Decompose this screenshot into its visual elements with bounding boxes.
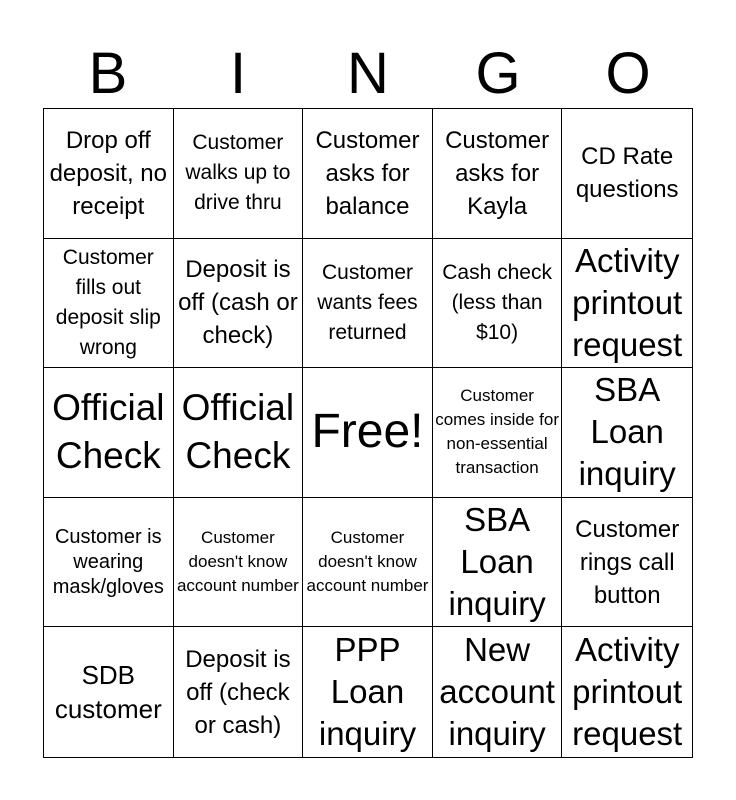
cell-text: CD Rate questions	[575, 143, 679, 204]
cell-text: SBA Loan inquiry	[578, 371, 676, 493]
bingo-cell[interactable]	[174, 368, 304, 498]
cell-text: Official Check	[181, 387, 295, 477]
bingo-cell[interactable]	[562, 368, 692, 498]
bingo-cell[interactable]	[433, 627, 563, 757]
cell-text: Customer fills out deposit slip wrong	[55, 245, 161, 359]
free-space-text: Free!	[311, 405, 424, 459]
cell-text: Customer comes inside for non-essential transaction	[435, 386, 559, 478]
bingo-cell[interactable]	[562, 627, 692, 757]
cell-text: Customer doesn't know account number	[176, 528, 299, 596]
cell-text: Customer wants fees returned	[317, 260, 418, 344]
bingo-cell[interactable]	[433, 239, 563, 369]
cell-text: Cash check (less than $10)	[442, 260, 552, 344]
bingo-cell[interactable]	[562, 498, 692, 628]
bingo-header	[43, 40, 693, 108]
cell-text: Customer asks for Kayla	[445, 126, 550, 220]
cell-text: Customer rings call button	[575, 515, 680, 609]
bingo-cell[interactable]	[44, 368, 174, 498]
cell-text: New account inquiry	[439, 631, 555, 753]
cell-text: PPP Loan inquiry	[318, 631, 417, 753]
cell-text: Customer asks for balance	[315, 126, 420, 220]
bingo-cell[interactable]	[433, 109, 563, 239]
bingo-cell[interactable]	[44, 627, 174, 757]
bingo-cell[interactable]	[303, 239, 433, 369]
bingo-cell[interactable]	[433, 498, 563, 628]
cell-text: Activity printout request	[572, 631, 683, 753]
cell-text: Activity printout request	[572, 241, 683, 363]
bingo-cell[interactable]	[562, 239, 692, 369]
cell-text: Deposit is off (cash or check)	[178, 256, 298, 350]
bingo-card-grid	[43, 108, 693, 758]
cell-text: Deposit is off (check or cash)	[185, 645, 291, 739]
free-space-cell[interactable]	[303, 368, 433, 498]
bingo-cell[interactable]	[433, 368, 563, 498]
cell-text: Official Check	[52, 387, 165, 477]
header-letter-g: G	[475, 41, 521, 106]
cell-text: Customer doesn't know account number	[306, 528, 429, 596]
header-letter-b: B	[88, 41, 128, 106]
cell-text: Customer is wearing mask/gloves	[52, 525, 164, 598]
bingo-cell[interactable]	[303, 109, 433, 239]
bingo-cell[interactable]	[562, 109, 692, 239]
cell-text: Customer walks up to drive thru	[185, 131, 291, 215]
bingo-cell[interactable]	[44, 498, 174, 628]
bingo-cell[interactable]	[174, 239, 304, 369]
bingo-cell[interactable]	[44, 109, 174, 239]
bingo-cell[interactable]	[174, 498, 304, 628]
header-letter-n: N	[347, 41, 389, 106]
cell-text: SBA Loan inquiry	[448, 501, 546, 623]
cell-text: Drop off deposit, no receipt	[49, 126, 167, 220]
bingo-cell[interactable]	[44, 239, 174, 369]
header-letter-o: O	[605, 41, 651, 106]
bingo-cell[interactable]	[174, 109, 304, 239]
bingo-cell[interactable]	[174, 627, 304, 757]
bingo-cell[interactable]	[303, 498, 433, 628]
cell-text: SDB customer	[54, 660, 162, 725]
bingo-cell[interactable]	[303, 627, 433, 757]
header-letter-i: I	[229, 41, 247, 106]
